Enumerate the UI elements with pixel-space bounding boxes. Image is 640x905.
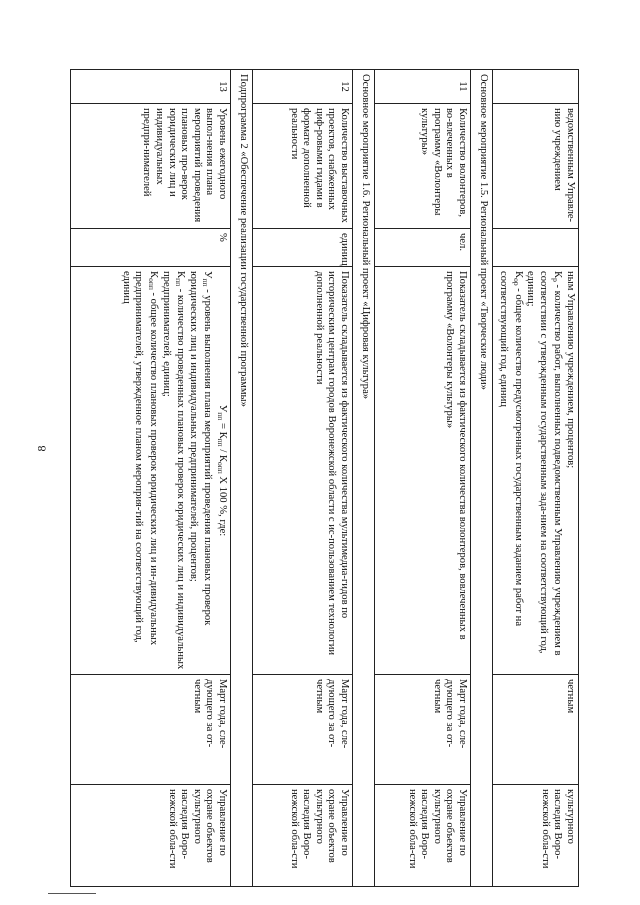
responsible-cell: Управление по охране объектов культурного наследия Воро-нежской обла-сти xyxy=(375,785,471,887)
timing-cell: Март года, сле-дующего за от-четным xyxy=(253,675,353,785)
num-cell: 11 xyxy=(375,70,471,104)
method-line: $К_р$ - количество работ, выполненных подведомственным Управлению учреждением в соответствии с утвержденным государственным зада-нием на соответствующий год, единиц; xyxy=(525,271,564,656)
section-row xyxy=(471,70,493,887)
method-cell: Показатель складывается из фактического количества волонтеров, вовлеченных в программу «Волонтеры культуры» xyxy=(375,267,471,675)
responsible-cell: Управление по охране объектов культурного наследия Воро-нежской обла-сти xyxy=(253,785,353,887)
num-cell: 12 xyxy=(253,70,353,104)
num-cell: 13 xyxy=(71,70,231,104)
method-cell xyxy=(493,267,579,675)
name-cell: ведомственным Управле-нию учреждением xyxy=(493,104,579,229)
method-cell: Показатель складывается из фактического количества мультимедиа-гидов по историческим центрам городов Воронежской области с ис-пользованием технологии дополненной реальности xyxy=(253,267,353,675)
unit-cell: чел. xyxy=(375,229,471,267)
page-number: 8 xyxy=(34,445,49,452)
unit-cell: % xyxy=(71,229,231,267)
name-cell: Уровень ежегодного выпол-нения плана мероприятий проведения плановых про-верок юридических лиц и индивидуальных предпри-нимателей xyxy=(71,104,231,229)
section-row xyxy=(231,70,253,887)
timing-cell: четным xyxy=(493,675,579,785)
formula: $У_{пп} = К_{пп} / К_{опп}$ Х 100 %, где: xyxy=(216,404,228,537)
section-title: Основное мероприятие 1.6. Региональный проект «Цифровая культура» xyxy=(353,70,375,887)
timing-cell: Март года, сле-дующего за от-четным xyxy=(375,675,471,785)
name-cell: Количество выставочных проектов, снабженных циф-ровыми гидами в формате дополненной реальности xyxy=(253,104,353,229)
rotated-page xyxy=(69,69,579,886)
num-cell xyxy=(493,70,579,104)
method-line: ным Управлению учреждением, процентов; xyxy=(565,271,576,469)
method-line: $К_{опп}$ - общее количество плановых проверок юридических лиц и ин-дивидуальных предпринимателей, утвержденное планом мероприя-тий на соответствующий год, единиц xyxy=(120,271,160,646)
table-row-continued xyxy=(493,70,579,887)
responsible-cell: культурного наследия Воро-нежской обла-сти xyxy=(493,785,579,887)
section-title: Подпрограмма 2 «Обеспечение реализации государственной программы» xyxy=(231,70,253,887)
method-line: $К_{ор}$ - общее количество предусмотренных государственным заданием работ на соответствующий год, единиц xyxy=(498,271,524,627)
unit-cell: единиц xyxy=(253,229,353,267)
table-row xyxy=(253,70,353,887)
method-line: $К_{пп}$ - количество проведенных плановых проверок юридических лиц и индивидуальных предпринимателей, единиц; xyxy=(160,271,187,670)
footnote-rule xyxy=(48,893,96,894)
method-line: $У_{пп}$ - уровень выполнения плана мероприятий проведения плановых проверок юридических лиц и индивидуальных предпринимателей, процентов; xyxy=(187,271,214,626)
responsible-cell: Управление по охране объектов культурного наследия Воро-нежской обла-сти xyxy=(71,785,231,887)
indicator-table xyxy=(70,69,579,887)
unit-cell xyxy=(493,229,579,267)
timing-cell: Март года, сле-дующего за от-четным xyxy=(71,675,231,785)
section-title: Основное мероприятие 1.5. Региональный проект «Творческие люди» xyxy=(471,70,493,887)
table-row xyxy=(71,70,231,887)
name-cell: Количество волонтеров, во-влеченных в программу «Волонтеры культуры» xyxy=(375,104,471,229)
method-cell xyxy=(71,267,231,675)
table-row xyxy=(375,70,471,887)
section-row xyxy=(353,70,375,887)
